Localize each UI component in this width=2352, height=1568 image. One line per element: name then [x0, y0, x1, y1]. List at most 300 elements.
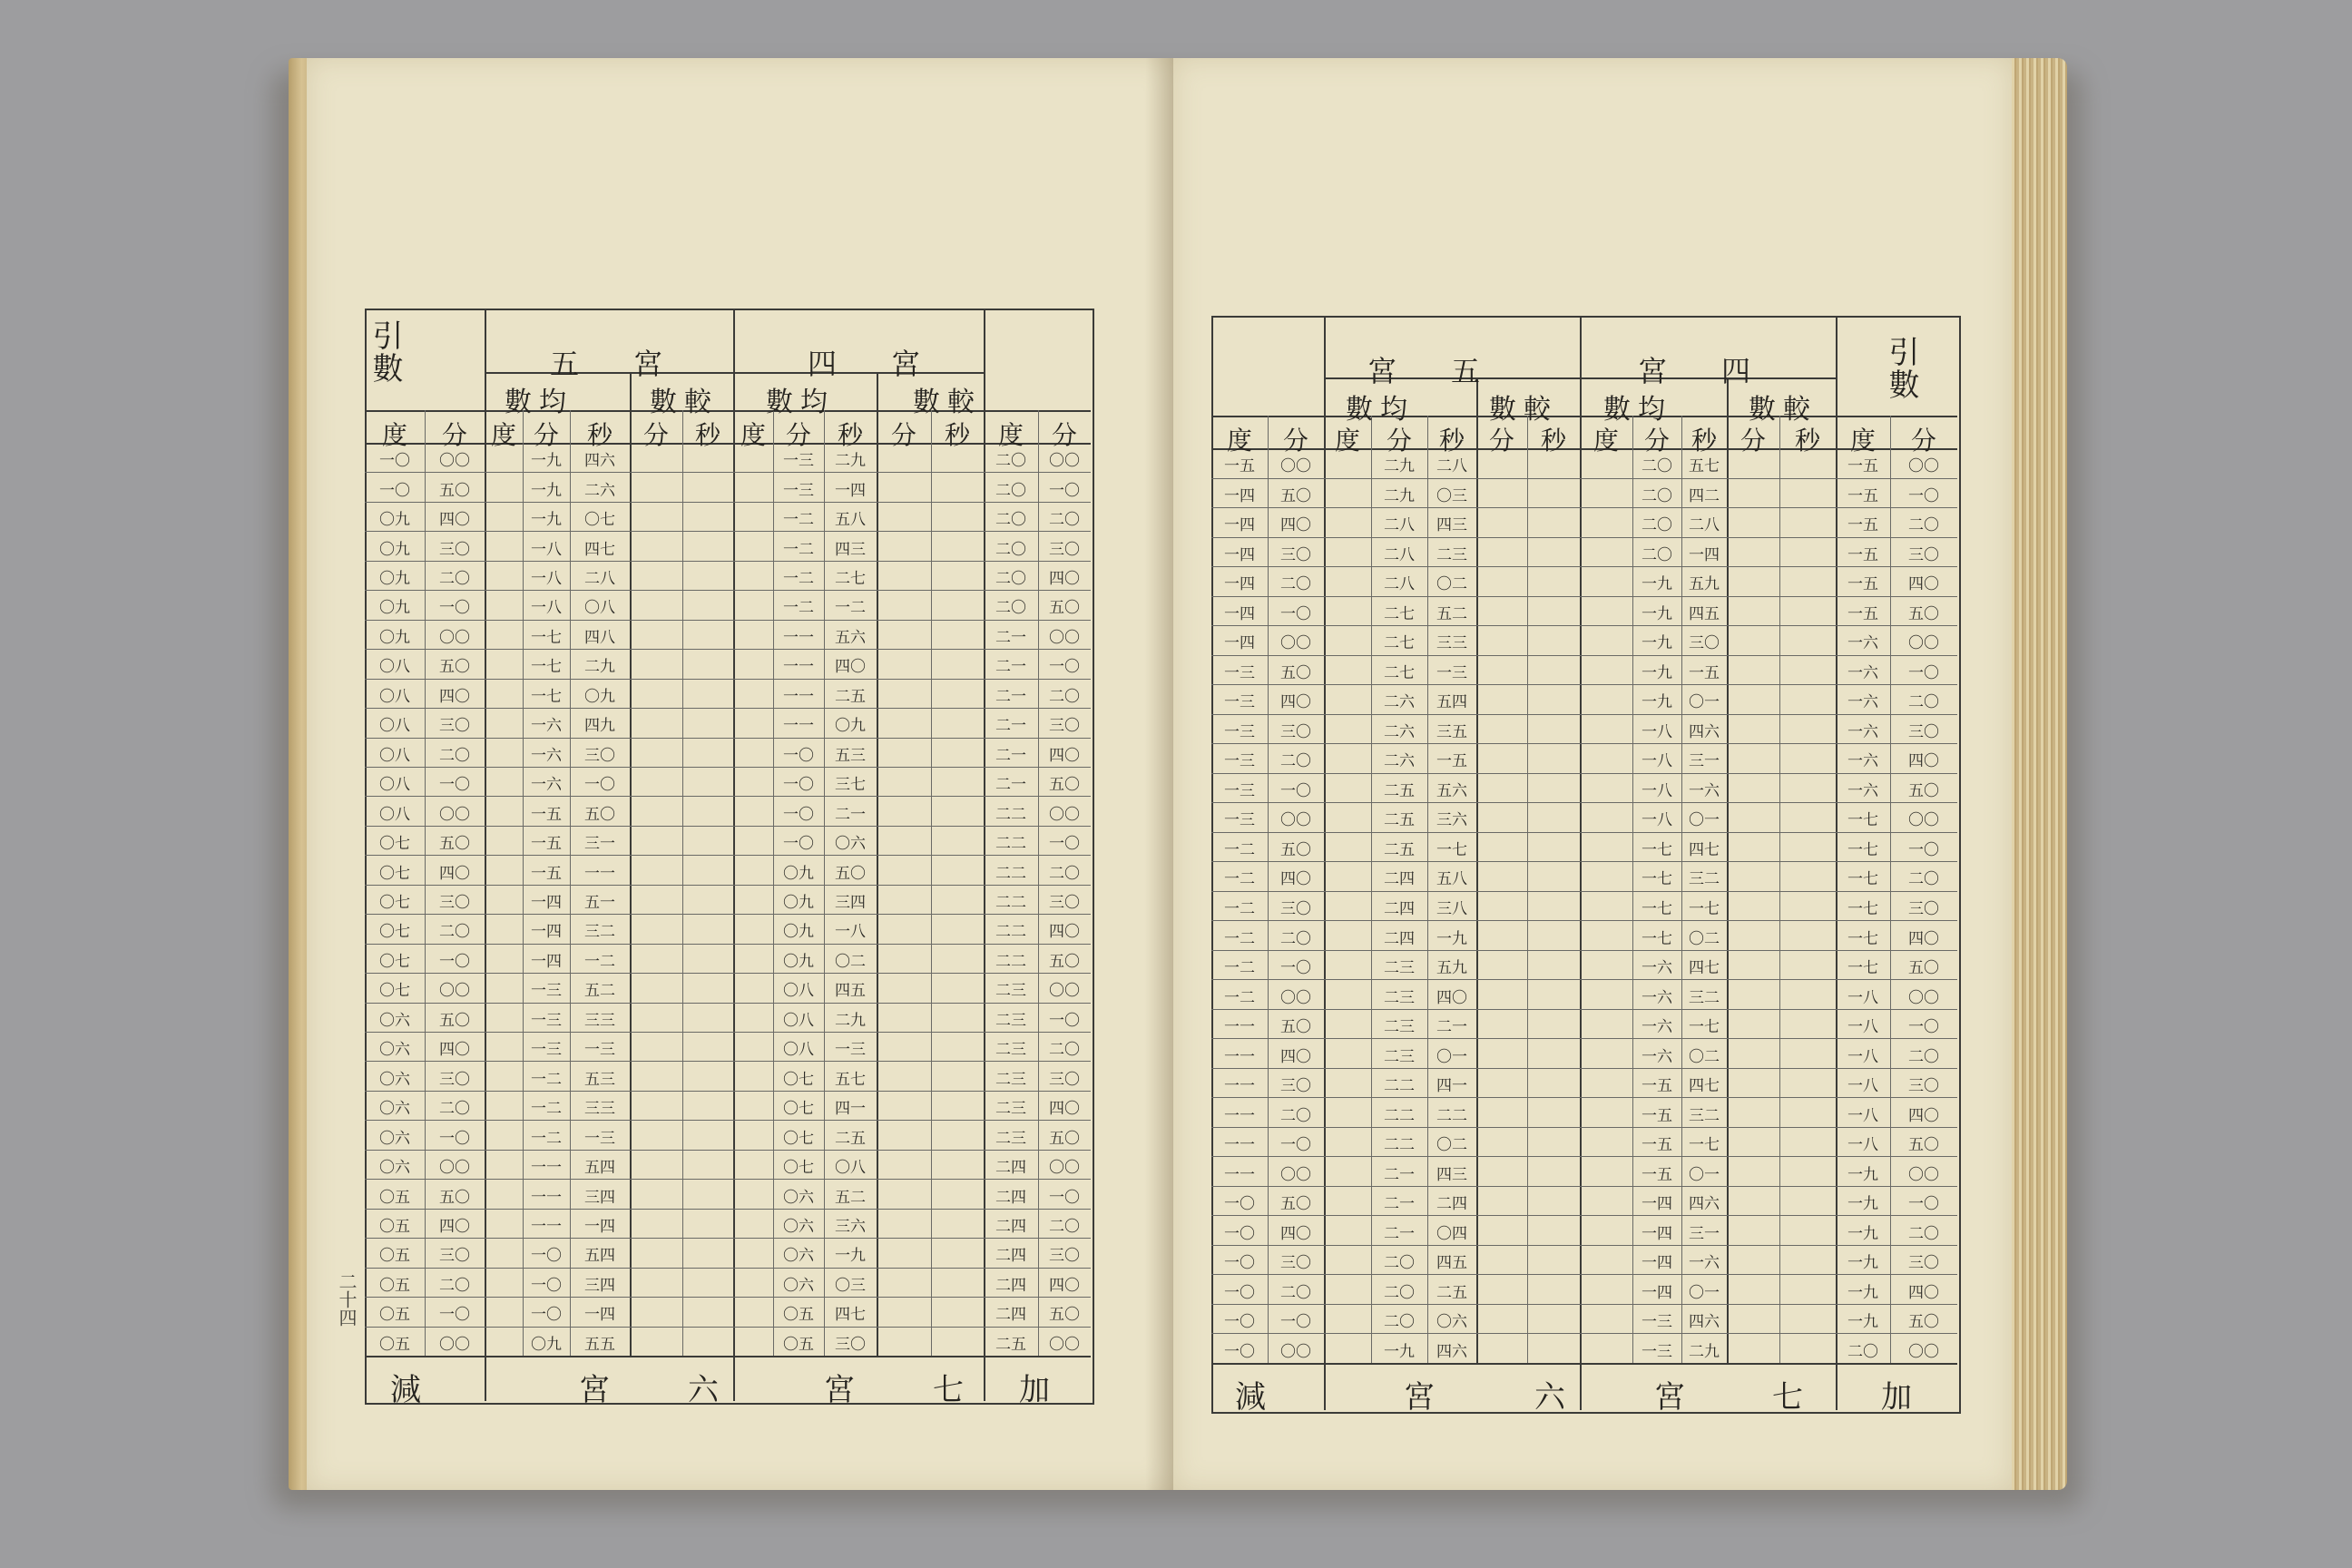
row-rule [365, 1150, 1091, 1151]
table-cell: 一九 [1847, 1313, 1878, 1332]
table-cell: 一七 [1847, 959, 1878, 978]
table-cell: 一六 [1847, 781, 1878, 800]
column-divider [1371, 416, 1372, 1363]
table-cell: 一五 [1847, 604, 1878, 623]
table-cell: 一一 [783, 658, 814, 677]
table-cell: 一〇 [584, 776, 615, 795]
table-cell: 〇二 [1436, 1136, 1467, 1155]
column-divider [1427, 416, 1428, 1363]
table-cell: 一五 [1642, 1106, 1672, 1125]
table-cell: 三〇 [1908, 900, 1939, 918]
row-rule [365, 679, 1091, 680]
table-cell: 二一 [995, 687, 1026, 706]
table-cell: 〇六 [783, 1276, 814, 1295]
table-cell: 四〇 [1049, 746, 1080, 765]
table-cell: 一五 [531, 805, 562, 824]
table-cell: 〇〇 [1280, 988, 1311, 1007]
table-cell: 二〇 [1642, 516, 1672, 535]
table-cell: 一五 [1689, 663, 1720, 682]
right-sub-header-1: 數均 [1346, 394, 1415, 426]
table-cell: 一五 [1847, 457, 1878, 476]
column-divider [824, 410, 825, 1356]
table-cell: 四〇 [1280, 1224, 1311, 1243]
left-page [307, 58, 1174, 1490]
row-rule [1211, 1156, 1957, 1157]
table-cell: 〇九 [783, 923, 814, 942]
left-palace-b: 四宮 [808, 347, 975, 381]
table-cell: 二〇 [1049, 864, 1080, 883]
table-cell: 二〇 [1384, 1283, 1415, 1302]
table-cell: 〇五 [783, 1335, 814, 1354]
table-cell: 〇七 [783, 1100, 814, 1119]
left-header-label: 引數 [367, 319, 403, 385]
table-cell: 〇七 [379, 982, 410, 1001]
table-cell: 一三 [783, 481, 814, 500]
table-cell: 一二 [1224, 929, 1255, 948]
table-cell: 一七 [1689, 1018, 1720, 1037]
table-cell: 一六 [1689, 1254, 1720, 1273]
section-divider [1580, 316, 1582, 1363]
table-cell: 一〇 [439, 1129, 470, 1148]
table-cell: 一〇 [439, 952, 470, 971]
table-cell: 三二 [1689, 988, 1720, 1007]
table-cell: 四〇 [1049, 570, 1080, 589]
table-cell: 一六 [1689, 781, 1720, 800]
table-cell: 〇八 [379, 658, 410, 677]
row-rule [365, 649, 1091, 650]
table-cell: 一九 [1847, 1195, 1878, 1214]
row-rule [365, 1268, 1091, 1269]
table-cell: 二〇 [1908, 693, 1939, 712]
table-cell: 一八 [531, 599, 562, 618]
table-cell: 一七 [1642, 900, 1672, 918]
table-cell: 五二 [1436, 604, 1467, 623]
table-cell: 三一 [1689, 1224, 1720, 1243]
table-cell: 一〇 [439, 1306, 470, 1325]
table-cell: 一〇 [783, 776, 814, 795]
table-cell: 四〇 [1908, 929, 1939, 948]
table-cell: 五二 [584, 982, 615, 1001]
table-cell: 二五 [1384, 781, 1415, 800]
table-cell: 四六 [584, 452, 615, 471]
row-rule [1211, 478, 1957, 479]
table-cell: 二〇 [1049, 511, 1080, 530]
table-cell: 三〇 [1280, 900, 1311, 918]
table-cell: 〇〇 [1280, 634, 1311, 653]
table-cell: 一六 [1847, 663, 1878, 682]
right-header-label: 引數 [1883, 336, 1919, 401]
table-cell: 二〇 [439, 1100, 470, 1119]
table-cell: 四三 [1436, 1165, 1467, 1184]
table-cell: 二八 [1436, 457, 1467, 476]
table-cell: 一〇 [1049, 1188, 1080, 1207]
table-cell: 五〇 [439, 658, 470, 677]
table-cell: 五七 [835, 1070, 866, 1089]
table-cell: 一三 [1224, 752, 1255, 771]
row-rule [1211, 773, 1957, 774]
table-cell: 五〇 [1280, 1018, 1311, 1037]
column-divider [931, 410, 932, 1356]
row-rule [365, 796, 1091, 797]
table-cell: 四一 [1436, 1077, 1467, 1096]
table-cell: 二四 [1384, 929, 1415, 948]
table-cell: 二〇 [1280, 1283, 1311, 1302]
table-cell: 四〇 [1049, 1100, 1080, 1119]
table-cell: 四〇 [439, 1217, 470, 1236]
table-cell: 五三 [584, 1070, 615, 1089]
table-cell: 一〇 [1908, 1195, 1939, 1214]
table-cell: 一〇 [439, 599, 470, 618]
table-cell: 三〇 [439, 717, 470, 736]
table-cell: 一〇 [1280, 1313, 1311, 1332]
table-cell: 二〇 [1908, 516, 1939, 535]
table-cell: 一四 [1642, 1224, 1672, 1243]
row-rule [1211, 1215, 1957, 1216]
row-rule [365, 738, 1091, 739]
table-cell: 一三 [1642, 1313, 1672, 1332]
table-cell: 五〇 [1908, 959, 1939, 978]
table-cell: 三〇 [1280, 1254, 1311, 1273]
table-cell: 一五 [531, 864, 562, 883]
column-divider [1632, 416, 1633, 1363]
table-cell: 二一 [1384, 1224, 1415, 1243]
table-cell: 二三 [995, 1100, 1026, 1119]
table-cell: 二二 [995, 805, 1026, 824]
table-cell: 二八 [1384, 575, 1415, 594]
table-cell: 〇〇 [1908, 457, 1939, 476]
table-cell: 一二 [783, 511, 814, 530]
table-cell: 二〇 [1908, 870, 1939, 889]
section-divider [1836, 316, 1838, 1363]
table-cell: 五四 [584, 1247, 615, 1266]
column-header: 分 [441, 420, 467, 450]
table-cell: 三〇 [1280, 722, 1311, 741]
table-cell: 〇七 [379, 923, 410, 942]
table-cell: 一五 [531, 835, 562, 854]
table-cell: 〇〇 [1049, 805, 1080, 824]
column-header: 分 [1282, 426, 1308, 456]
footer-label: 七 [1772, 1379, 1803, 1416]
table-cell: 二四 [995, 1247, 1026, 1266]
table-cell: 四〇 [1908, 1106, 1939, 1125]
table-cell: 〇六 [783, 1188, 814, 1207]
table-cell: 三七 [835, 776, 866, 795]
table-cell: 一二 [783, 570, 814, 589]
table-cell: 四七 [1689, 840, 1720, 859]
table-cell: 一八 [1642, 752, 1672, 771]
table-cell: 〇〇 [1049, 628, 1080, 647]
table-cell: 三〇 [1689, 634, 1720, 653]
table-cell: 一八 [531, 540, 562, 559]
table-cell: 一五 [1642, 1077, 1672, 1096]
table-cell: 二六 [1384, 752, 1415, 771]
table-cell: 三一 [1689, 752, 1720, 771]
table-cell: 二〇 [1384, 1254, 1415, 1273]
table-cell: 〇五 [783, 1306, 814, 1325]
table-cell: 二九 [1689, 1342, 1720, 1361]
table-cell: 五四 [1436, 693, 1467, 712]
table-cell: 〇〇 [1049, 452, 1080, 471]
row-rule [365, 561, 1091, 562]
table-cell: 〇〇 [439, 1335, 470, 1354]
table-cell: 〇六 [783, 1247, 814, 1266]
table-cell: 三〇 [1908, 1254, 1939, 1273]
table-cell: 一一 [1224, 1106, 1255, 1125]
column-divider [1681, 416, 1682, 1363]
column-divider [682, 410, 683, 1356]
left-sub-header-2: 數較 [650, 387, 719, 418]
table-cell: 三三 [584, 1100, 615, 1119]
table-cell: 〇一 [1689, 1283, 1720, 1302]
table-cell: 五〇 [1049, 1129, 1080, 1148]
table-cell: 二四 [995, 1276, 1026, 1295]
footer-label: 六 [1534, 1379, 1565, 1416]
table-cell: 四〇 [1049, 923, 1080, 942]
table-cell: 一四 [1224, 486, 1255, 505]
column-divider [773, 410, 774, 1356]
table-cell: 四六 [1689, 1313, 1720, 1332]
table-cell: 〇三 [1436, 486, 1467, 505]
table-cell: 二九 [835, 452, 866, 471]
column-header: 秒 [1438, 426, 1465, 456]
table-cell: 三〇 [1280, 1077, 1311, 1096]
table-cell: 三二 [1689, 1106, 1720, 1125]
table-cell: 四〇 [439, 1041, 470, 1060]
row-rule [365, 1327, 1091, 1328]
row-rule [365, 973, 1091, 974]
table-cell: 二六 [584, 481, 615, 500]
left-sub-header-1: 數均 [505, 387, 573, 418]
table-cell: 一二 [531, 1129, 562, 1148]
row-rule [1211, 1245, 1957, 1246]
section-divider [485, 309, 486, 1356]
column-header: 度 [997, 420, 1024, 450]
table-cell: 三〇 [1049, 894, 1080, 912]
table-cell: 三八 [1436, 900, 1467, 918]
table-cell: 〇〇 [1049, 1159, 1080, 1178]
row-rule [1211, 950, 1957, 951]
table-cell: 五〇 [835, 864, 866, 883]
table-cell: 二〇 [439, 746, 470, 765]
table-cell: 二一 [1384, 1165, 1415, 1184]
table-cell: 〇二 [1436, 575, 1467, 594]
column-header: 分 [1740, 426, 1766, 456]
table-cell: 一七 [1642, 929, 1672, 948]
table-cell: 三三 [1436, 634, 1467, 653]
table-cell: 〇九 [531, 1335, 562, 1354]
row-rule [365, 826, 1091, 827]
table-cell: 一〇 [379, 481, 410, 500]
table-cell: 〇〇 [1908, 1342, 1939, 1361]
table-cell: 二二 [995, 952, 1026, 971]
table-cell: 二三 [1384, 959, 1415, 978]
table-cell: 一三 [1224, 811, 1255, 830]
row-rule [1211, 832, 1957, 833]
table-cell: 一〇 [1908, 663, 1939, 682]
table-cell: 五八 [1436, 870, 1467, 889]
column-header: 分 [1488, 426, 1514, 456]
table-cell: 五九 [1436, 959, 1467, 978]
column-header: 度 [381, 420, 407, 450]
table-cell: 一七 [1642, 870, 1672, 889]
left-palace-a: 五宮 [550, 347, 718, 381]
footer-label: 減 [390, 1372, 421, 1408]
table-cell: 一四 [584, 1217, 615, 1236]
row-rule [1211, 743, 1957, 744]
table-cell: 五〇 [1908, 1313, 1939, 1332]
table-cell: 一九 [531, 481, 562, 500]
column-divider [1268, 416, 1269, 1363]
table-cell: 一九 [1642, 693, 1672, 712]
row-rule [365, 1003, 1091, 1004]
table-cell: 〇八 [783, 1041, 814, 1060]
table-cell: 三〇 [1280, 545, 1311, 564]
table-cell: 二〇 [995, 540, 1026, 559]
table-cell: 五四 [584, 1159, 615, 1178]
table-cell: 一八 [1847, 1047, 1878, 1066]
row-rule [365, 1179, 1091, 1180]
table-cell: 〇九 [783, 894, 814, 912]
table-cell: 一二 [1224, 959, 1255, 978]
row-rule [365, 767, 1091, 768]
table-cell: 二六 [1384, 722, 1415, 741]
table-cell: 一四 [584, 1306, 615, 1325]
table-cell: 五〇 [1280, 486, 1311, 505]
table-cell: 〇三 [835, 1276, 866, 1295]
table-cell: 五六 [835, 628, 866, 647]
table-cell: 三〇 [1908, 545, 1939, 564]
table-cell: 一七 [1847, 870, 1878, 889]
table-cell: 二五 [995, 1335, 1026, 1354]
table-cell: 二〇 [1642, 457, 1672, 476]
table-cell: 一四 [1689, 545, 1720, 564]
table-cell: 一九 [1436, 929, 1467, 948]
table-cell: 〇五 [379, 1217, 410, 1236]
row-rule [1211, 1274, 1957, 1275]
row-rule [365, 1238, 1091, 1239]
table-cell: 一一 [1224, 1077, 1255, 1096]
table-cell: 一〇 [531, 1247, 562, 1266]
table-cell: 五〇 [1908, 604, 1939, 623]
footer-divider [365, 1356, 1091, 1357]
table-cell: 一〇 [1280, 959, 1311, 978]
table-cell: 一四 [1224, 575, 1255, 594]
header-divider [365, 443, 1091, 445]
table-cell: 四六 [1689, 1195, 1720, 1214]
table-cell: 〇九 [379, 599, 410, 618]
row-rule [1211, 861, 1957, 862]
table-cell: 〇〇 [1049, 982, 1080, 1001]
column-header: 分 [1051, 420, 1077, 450]
row-rule [1211, 802, 1957, 803]
table-cell: 一〇 [1908, 840, 1939, 859]
row-rule [365, 855, 1091, 856]
table-cell: 二〇 [1908, 1047, 1939, 1066]
table-cell: 五〇 [439, 1011, 470, 1030]
table-cell: 〇六 [379, 1129, 410, 1148]
table-cell: 二五 [1436, 1283, 1467, 1302]
table-cell: 一六 [1642, 959, 1672, 978]
table-cell: 一九 [1642, 575, 1672, 594]
header-divider [365, 410, 1091, 412]
table-cell: 一二 [1224, 900, 1255, 918]
table-cell: 一七 [1689, 1136, 1720, 1155]
table-cell: 二五 [835, 1129, 866, 1148]
table-cell: 三〇 [1049, 1247, 1080, 1266]
table-cell: 〇七 [379, 864, 410, 883]
table-cell: 二三 [995, 1070, 1026, 1089]
table-cell: 一六 [1642, 1047, 1672, 1066]
right-sub-header-3: 數均 [1603, 394, 1672, 426]
table-cell: 一三 [531, 982, 562, 1001]
table-cell: 二〇 [439, 923, 470, 942]
table-cell: 四〇 [1908, 752, 1939, 771]
table-cell: 〇〇 [439, 452, 470, 471]
table-cell: 一四 [1224, 604, 1255, 623]
row-rule [365, 620, 1091, 621]
table-cell: 二〇 [439, 1276, 470, 1295]
right-palace-b: 宮四 [1638, 354, 1806, 388]
table-cell: 四七 [584, 540, 615, 559]
footer-divider [1211, 1363, 1957, 1365]
table-cell: 一〇 [1908, 486, 1939, 505]
table-cell: 五一 [584, 894, 615, 912]
table-cell: 〇八 [379, 687, 410, 706]
right-palace-a: 宮五 [1367, 354, 1535, 388]
table-cell: 一八 [1847, 988, 1878, 1007]
table-cell: 一五 [1642, 1165, 1672, 1184]
table-cell: 一七 [531, 628, 562, 647]
table-cell: 一六 [531, 717, 562, 736]
table-cell: 一八 [835, 923, 866, 942]
table-cell: 二〇 [1384, 1313, 1415, 1332]
table-cell: 一三 [1224, 663, 1255, 682]
footer-divider [733, 1356, 735, 1401]
table-cell: 〇六 [379, 1159, 410, 1178]
row-rule [1211, 537, 1957, 538]
table-cell: 一四 [1642, 1283, 1672, 1302]
column-header: 分 [890, 420, 916, 450]
table-cell: 五〇 [1280, 1195, 1311, 1214]
table-cell: 二〇 [1280, 575, 1311, 594]
table-cell: 一五 [1847, 516, 1878, 535]
table-cell: 二三 [995, 1041, 1026, 1060]
table-cell: 〇〇 [1908, 811, 1939, 830]
table-cell: 二一 [995, 776, 1026, 795]
table-cell: 二三 [995, 1129, 1026, 1148]
row-rule [365, 531, 1091, 532]
row-rule [1211, 979, 1957, 980]
table-cell: 三一 [584, 835, 615, 854]
table-cell: 一八 [1847, 1077, 1878, 1096]
table-cell: 〇二 [1689, 929, 1720, 948]
column-header: 秒 [694, 420, 720, 450]
table-cell: 四七 [1689, 959, 1720, 978]
table-cell: 三六 [1436, 811, 1467, 830]
row-rule [1211, 920, 1957, 921]
table-cell: 一二 [783, 599, 814, 618]
row-rule [1211, 1068, 1957, 1069]
table-cell: 一一 [1224, 1165, 1255, 1184]
column-header: 秒 [944, 420, 970, 450]
table-cell: 一一 [1224, 1018, 1255, 1037]
table-cell: 四二 [1689, 486, 1720, 505]
table-cell: 〇〇 [1908, 1165, 1939, 1184]
table-cell: 一〇 [783, 805, 814, 824]
table-cell: 五八 [835, 511, 866, 530]
table-cell: 〇五 [379, 1335, 410, 1354]
table-cell: 二二 [995, 923, 1026, 942]
